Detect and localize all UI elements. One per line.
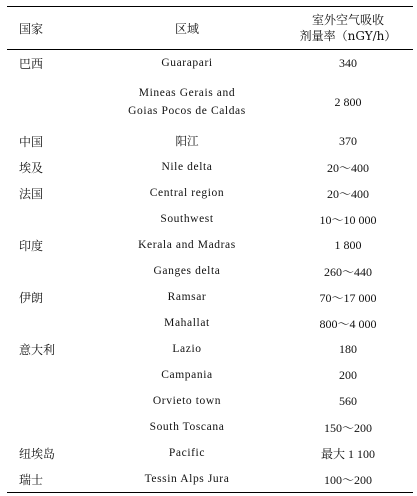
country-cell [7,414,91,440]
region-cell: Central region [149,187,225,199]
header-row [7,7,413,50]
region-cell: Ramsar [167,291,207,303]
country-cell [7,258,91,284]
table-row [7,180,413,206]
table-row [7,232,413,258]
country-cell: 印度 [19,238,44,253]
country-cell: 纽埃岛 [19,446,56,461]
dose-cell: 100～200 [323,472,372,487]
table-row [7,154,413,180]
region-cell: Southwest [160,213,214,225]
table-row [7,284,413,310]
region-cell: South Toscana [149,421,225,433]
region-cell [91,76,283,128]
country-cell [7,310,91,336]
dose-cell: 2 800 [334,94,362,109]
radiation-table-container [7,6,413,493]
region-line: Mineas Gerais and [138,87,236,99]
dose-cell: 最大 1 100 [320,446,375,461]
region-cell: Ganges delta [153,265,221,277]
header-dose-line1: 室外空气吸收 [311,13,384,27]
table-row [7,414,413,440]
header-region: 区域 [174,21,199,36]
table-row [7,466,413,493]
region-cell: Tessin Alps Jura [144,473,230,485]
region-cell: Orvieto town [152,395,222,407]
region-cell: Guarapari [161,57,213,69]
country-cell: 埃及 [19,160,44,175]
dose-cell: 180 [339,341,357,356]
table-row [7,76,413,128]
table-row [7,128,413,154]
region-line: Goias Pocos de Caldas [128,105,246,117]
country-cell: 中国 [19,134,44,149]
dose-cell: 70～17 000 [319,290,377,305]
country-cell: 巴西 [19,56,44,71]
header-dose [283,7,413,50]
dose-cell: 200 [339,367,357,382]
dose-cell: 800～4 000 [319,316,377,331]
table-row [7,336,413,362]
table-body [7,50,413,493]
region-cell: Mahallat [164,317,210,329]
dose-cell: 20～400 [326,160,369,175]
dose-cell: 1 800 [334,237,362,252]
dose-cell: 150～200 [323,420,372,435]
table-row [7,388,413,414]
region-cell: Lazio [172,343,202,355]
country-cell: 瑞士 [19,472,44,487]
region-cell: Pacific [168,447,206,459]
country-cell: 伊朗 [19,290,44,305]
country-cell [7,76,91,128]
region-cell: 阳江 [175,134,199,148]
country-cell [7,362,91,388]
dose-cell: 20～400 [326,186,369,201]
header-country: 国家 [19,21,44,36]
dose-cell: 560 [339,393,357,408]
dose-cell: 370 [339,133,357,148]
region-cell: Nile delta [161,161,213,173]
table-row [7,258,413,284]
country-cell: 法国 [19,186,44,201]
region-cell: Kerala and Madras [138,239,236,251]
country-cell [7,388,91,414]
radiation-dose-table [7,6,413,493]
table-row [7,206,413,232]
table-row [7,440,413,466]
dose-cell: 340 [339,55,357,70]
country-cell: 意大利 [19,342,56,357]
country-cell [7,206,91,232]
dose-cell: 10～10 000 [319,212,377,227]
table-row [7,50,413,77]
table-header [7,7,413,50]
region-cell: Campania [161,369,213,381]
table-row [7,362,413,388]
dose-cell: 260～440 [323,264,372,279]
table-row [7,310,413,336]
header-dose-line2: 剂量率（nGY/h） [299,29,397,43]
